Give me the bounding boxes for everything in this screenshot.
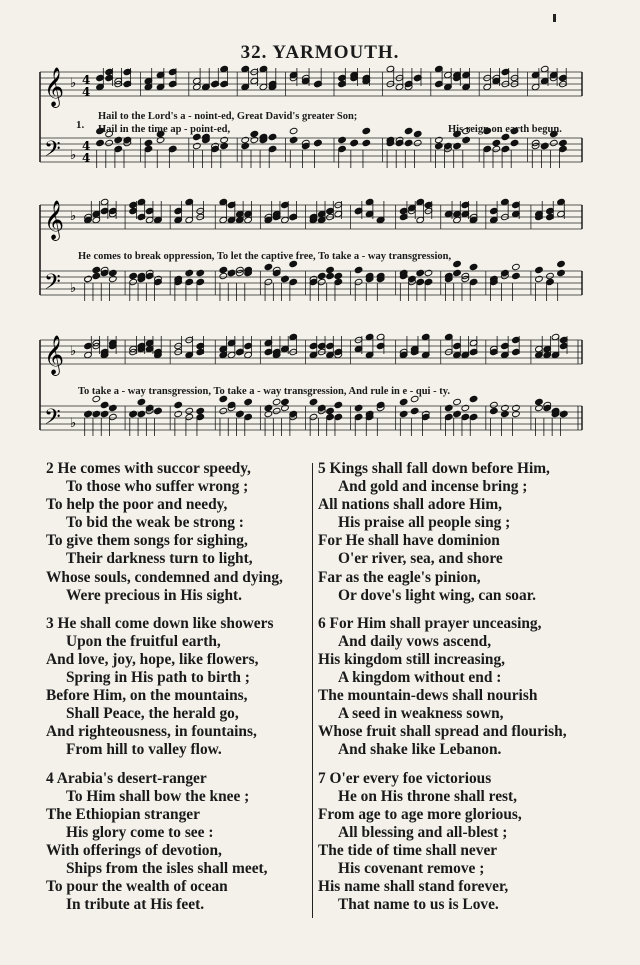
music-system-2 xyxy=(30,195,590,320)
verse-line: His praise all people sing ; xyxy=(338,514,511,532)
verse-line: Upon the fruitful earth, xyxy=(66,632,221,650)
verse-line xyxy=(46,460,301,478)
verse-number: 7 xyxy=(318,769,330,787)
verse-number: 5 xyxy=(318,460,330,477)
verse-line: To bid the weak be strong : xyxy=(66,514,244,532)
svg-text:4: 4 xyxy=(82,85,91,99)
verse-line: To give them songs for sighing, xyxy=(46,532,248,550)
hymn-header xyxy=(0,42,640,64)
verses-left-column xyxy=(46,460,301,924)
verse-line: Before Him, on the mountains, xyxy=(46,687,248,705)
verse-number: 6 xyxy=(318,614,330,632)
verse-number: 1. xyxy=(76,119,85,131)
svg-text:𝄞: 𝄞 xyxy=(44,200,65,240)
svg-text:4: 4 xyxy=(82,139,91,153)
verse-line: For He shall have dominion xyxy=(318,532,500,550)
corner-mark xyxy=(553,14,556,22)
svg-text:♭: ♭ xyxy=(70,416,77,431)
svg-text:𝄞: 𝄞 xyxy=(44,67,65,107)
svg-text:♭: ♭ xyxy=(70,76,77,91)
verse-line-text: He shall come down like showers xyxy=(57,614,274,632)
svg-text:♭: ♭ xyxy=(70,344,77,359)
verse-line: His name shall stand forever, xyxy=(318,878,509,896)
lyric-line-2-end: His reign on earth begun. xyxy=(448,124,562,135)
tune-name: YARMOUTH. xyxy=(272,42,400,63)
verse-line: The mountain-dews shall nourish xyxy=(318,687,538,705)
verse-line: A seed in weakness sown, xyxy=(338,705,504,723)
verse-line: His kingdom still increasing, xyxy=(318,650,506,668)
verse-stanza xyxy=(318,770,618,915)
verse-line: And righteousness, in fountains, xyxy=(46,723,257,741)
svg-text:♭: ♭ xyxy=(70,209,77,224)
verse-line: His covenant remove ; xyxy=(338,859,485,877)
verse-stanza xyxy=(318,615,618,760)
verse-line xyxy=(318,460,618,478)
lyric-line-2: Hail in the time ap - point-ed, xyxy=(98,124,231,135)
verse-line: Whose souls, condemned and dying, xyxy=(46,568,283,586)
verse-line: Their darkness turn to light, xyxy=(66,550,253,568)
verse-stanza xyxy=(318,460,618,605)
staff-notation xyxy=(30,62,590,182)
svg-text:4: 4 xyxy=(82,73,91,87)
verse-line xyxy=(318,615,618,633)
verse-line: In tribute at His feet. xyxy=(66,896,205,914)
verse-line: And daily vows ascend, xyxy=(338,632,492,650)
verse-line: The tide of time shall never xyxy=(318,841,498,859)
verse-line xyxy=(318,770,618,788)
staff-group xyxy=(40,333,582,436)
verse-number: 4 xyxy=(46,769,57,787)
music-system-1 xyxy=(30,62,590,182)
verse-stanza xyxy=(46,770,301,915)
verse-line: And gold and incense bring ; xyxy=(338,478,528,496)
lyric-line: To take a - way transgression, To take a - way transgression, And rule in e - qui - ty. xyxy=(78,386,451,397)
svg-text:𝄢: 𝄢 xyxy=(44,270,61,300)
verse-line: Far as the eagle's pinion, xyxy=(318,568,481,586)
verse-line: O'er river, sea, and shore xyxy=(338,550,503,568)
verse-stanza xyxy=(46,460,301,605)
verse-line: To those who suffer wrong ; xyxy=(66,478,249,496)
svg-text:𝄞: 𝄞 xyxy=(44,335,65,375)
verse-number: 3 xyxy=(46,614,58,632)
verse-line: To help the poor and needy, xyxy=(46,496,228,514)
verse-line: He on His throne shall rest, xyxy=(338,787,517,805)
hymn-number: 32. xyxy=(240,42,268,63)
lyric-line-1: Hail to the Lord's a - noint-ed, Great David's greater Son; xyxy=(98,111,358,122)
verse-number: 2 xyxy=(46,460,58,477)
svg-text:♭: ♭ xyxy=(70,281,77,296)
verse-line: Were precious in His sight. xyxy=(66,586,243,604)
verse-line: That name to us is Love. xyxy=(338,896,499,914)
staff-group xyxy=(40,198,582,301)
svg-text:♭: ♭ xyxy=(70,148,77,163)
lyric-line: He comes to break oppression, To let the captive free, To take a - way transgression, xyxy=(78,251,452,262)
verse-line-text: For Him shall prayer unceasing, xyxy=(329,614,542,632)
verse-line: Whose fruit shall spread and flourish, xyxy=(318,723,567,741)
verse-line: With offerings of devotion, xyxy=(46,841,222,859)
verse-line: Ships from the isles shall meet, xyxy=(66,859,268,877)
verse-line xyxy=(46,615,301,633)
verse-line: A kingdom without end : xyxy=(338,669,502,687)
verse-line: Spring in His path to birth ; xyxy=(66,669,250,687)
music-system-3 xyxy=(30,330,590,455)
verses-right-column xyxy=(318,460,618,924)
verse-line: Or dove's light wing, can soar. xyxy=(338,586,536,604)
verse-line-text: Arabia's desert-ranger xyxy=(56,769,207,787)
verse-line-text: O'er every foe victorious xyxy=(329,769,492,787)
verse-line: From hill to valley flow. xyxy=(66,741,222,759)
verse-line: His glory come to see : xyxy=(66,823,214,841)
verse-stanza xyxy=(46,615,301,760)
svg-text:𝄢: 𝄢 xyxy=(44,137,61,167)
verse-line xyxy=(46,770,301,788)
column-divider xyxy=(312,463,313,918)
verse-line: The Ethiopian stranger xyxy=(46,805,200,823)
verse-line-text: He comes with succor speedy, xyxy=(57,460,251,477)
verse-line: All nations shall adore Him, xyxy=(318,496,503,514)
svg-text:𝄢: 𝄢 xyxy=(44,405,61,435)
verse-line: From age to age more glorious, xyxy=(318,805,522,823)
verse-line: And shake like Lebanon. xyxy=(338,741,502,759)
verse-line: All blessing and all-blest ; xyxy=(338,823,508,841)
verse-line-text: Kings shall fall down before Him, xyxy=(329,460,550,477)
verse-line: To Him shall bow the knee ; xyxy=(66,787,250,805)
verse-line: Shall Peace, the herald go, xyxy=(66,705,239,723)
verse-line: To pour the wealth of ocean xyxy=(46,878,228,896)
svg-text:4: 4 xyxy=(82,151,91,165)
verse-line: And love, joy, hope, like flowers, xyxy=(46,650,259,668)
